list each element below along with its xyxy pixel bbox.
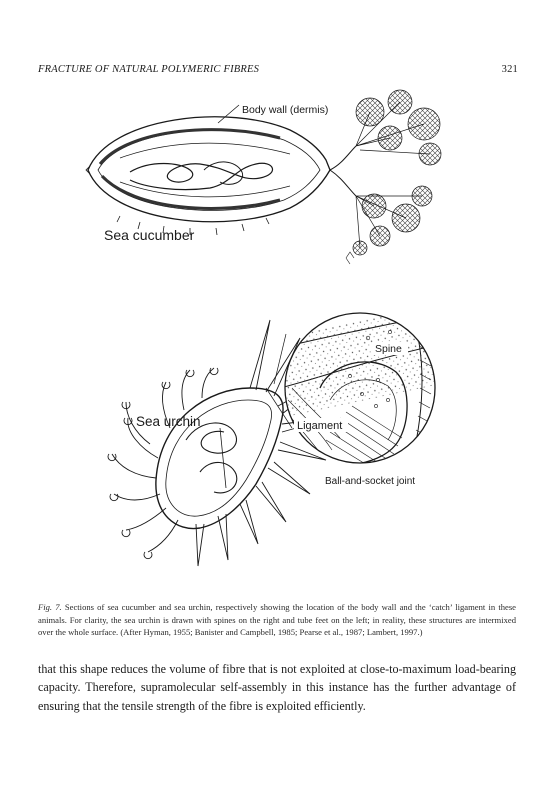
figure-caption-label: Fig. 7.: [38, 602, 62, 612]
body-paragraph: that this shape reduces the volume of fibre that is not exploited at close-to-maximum load-bearing capacity. Therefore, supramolecular self-assembly in this instance has the further advantage of ensuring that the tensile strength of the fibre is exploited efficiently.: [38, 662, 516, 713]
figure-caption-text: Sections of sea cucumber and sea urchin, respectively showing the location of the body wall and the ‘catch’ ligament in these animals. For clarity, the sea urchin is drawn with spines on the right and tube feet on the left; in reality, these structures are intermixed over the whole surface. (After Hyman, 1955; Banister and Campbell, 1985; Pearse et al., 1987; Lambert, 1997.): [38, 602, 516, 638]
sea-cucumber-label: Sea cucumber: [104, 227, 195, 243]
running-head-title: FRACTURE OF NATURAL POLYMERIC FIBRES: [38, 64, 260, 75]
ligament-label: Ligament: [297, 420, 343, 432]
sea-urchin-label: Sea urchin: [136, 414, 201, 429]
spine-label: Spine: [375, 343, 402, 355]
figure-7: [30, 88, 530, 598]
ball-and-socket-joint-magnified: [274, 300, 467, 468]
figure-caption: [38, 601, 516, 639]
running-head: [38, 64, 518, 80]
body-wall-label: Body wall (dermis): [242, 104, 329, 116]
joint-label: Ball-and-socket joint: [325, 476, 416, 487]
page-number: 321: [501, 64, 518, 75]
